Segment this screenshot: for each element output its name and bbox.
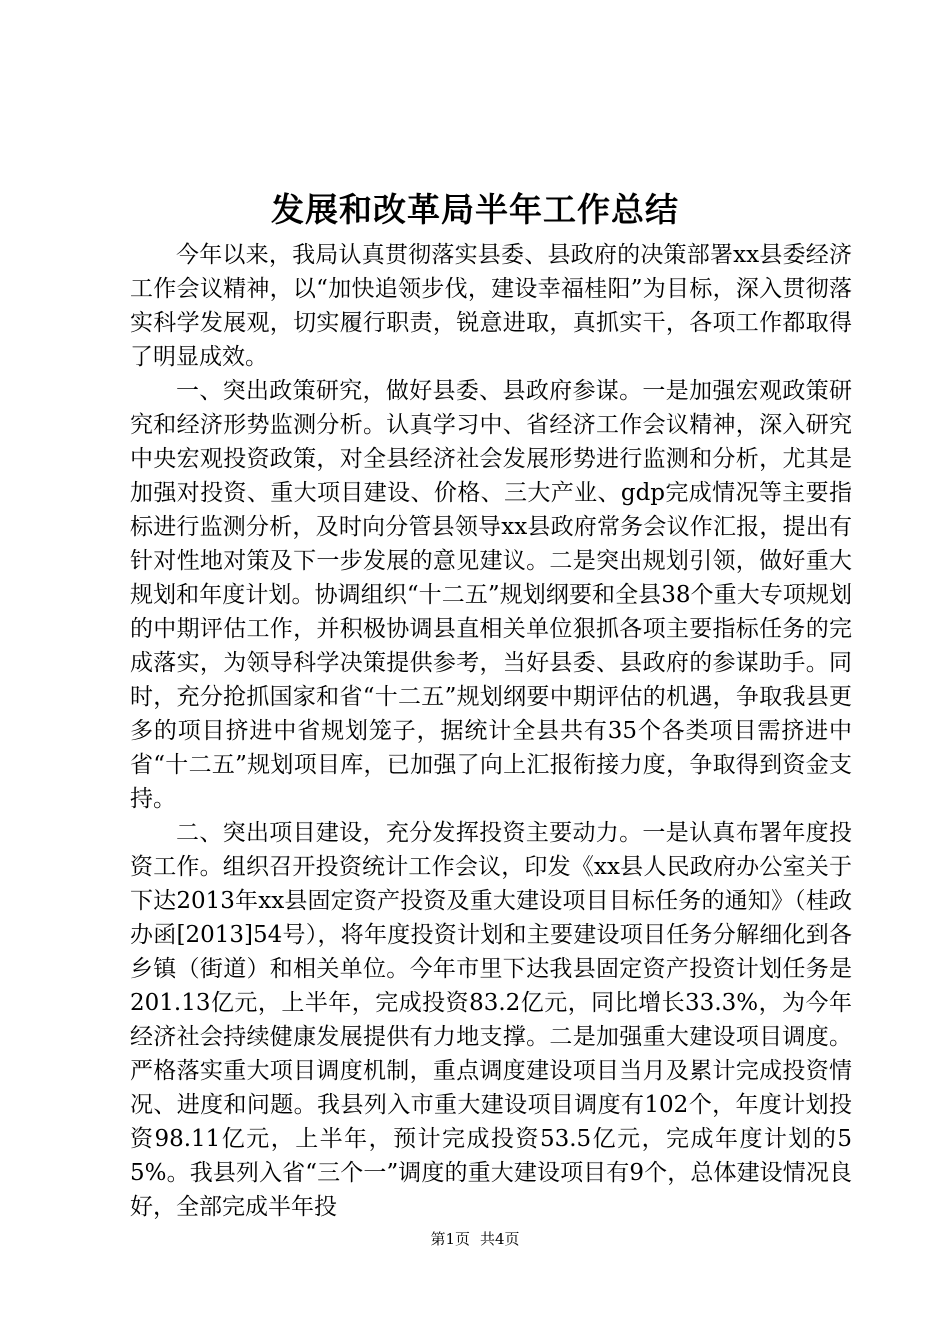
document-body	[130, 238, 852, 1224]
page-footer	[0, 1228, 950, 1250]
paragraph-project-construction: 二、突出项目建设，充分发挥投资主要动力。一是认真布署年度投资工作。组织召开投资统计工作会议，印发《xx县人民政府办公室关于下达2013年xx县固定资产投资及重大建设项目目标任务的通知》（桂政办函[2013]54号），将年度投资计划和主要建设项目任务分解细化到各乡镇（街道）和相关单位。今年市里下达我县固定资产投资计划任务是201.13亿元，上半年，完成投资83.2亿元，同比增长33.3%，为今年经济社会持续健康发展提供有力地支撑。二是加强重大建设项目调度。严格落实重大项目调度机制，重点调度建设项目当月及累计完成投资情况、进度和问题。我县列入市重大建设项目调度有102个，年度计划投资98.11亿元，上半年，预计完成投资53.5亿元，完成年度计划的55%。我县列入省“三个一”调度的重大建设项目有9个，总体建设情况良好，全部完成半年投	[130, 820, 852, 1220]
page-total: 共4页	[480, 1230, 520, 1248]
paragraph-policy-research: 一、突出政策研究，做好县委、县政府参谋。一是加强宏观政策研究和经济形势监测分析。认真学习中、省经济工作会议精神，深入研究中央宏观投资政策，对全县经济社会发展形势进行监测和分析，尤其是加强对投资、重大项目建设、价格、三大产业、gdp完成情况等主要指标进行监测分析，及时向分管县领导xx县政府常务会议作汇报，提出有针对性地对策及下一步发展的意见建议。二是突出规划引领，做好重大规划和年度计划。协调组织“十二五”规划纲要和全县38个重大专项规划的中期评估工作，并积极协调县直相关单位狠抓各项主要指标任务的完成落实，为领导科学决策提供参考，当好县委、县政府的参谋助手。同时，充分抢抓国家和省“十二五”规划纲要中期评估的机遇，争取我县更多的项目挤进中省规划笼子，据统计全县共有35个各类项目需挤进中省“十二五”规划项目库，已加强了向上汇报衔接力度，争取得到资金支持。	[130, 378, 852, 812]
document-title: 发展和改革局半年工作总结	[271, 190, 679, 229]
page-number: 第1页	[430, 1230, 470, 1248]
paragraph-intro: 今年以来，我局认真贯彻落实县委、县政府的决策部署xx县委经济工作会议精神，以“加快追领步伐，建设幸福桂阳”为目标，深入贯彻落实科学发展观，切实履行职责，锐意进取，真抓实干，各项工作都取得了明显成效。	[130, 242, 852, 370]
